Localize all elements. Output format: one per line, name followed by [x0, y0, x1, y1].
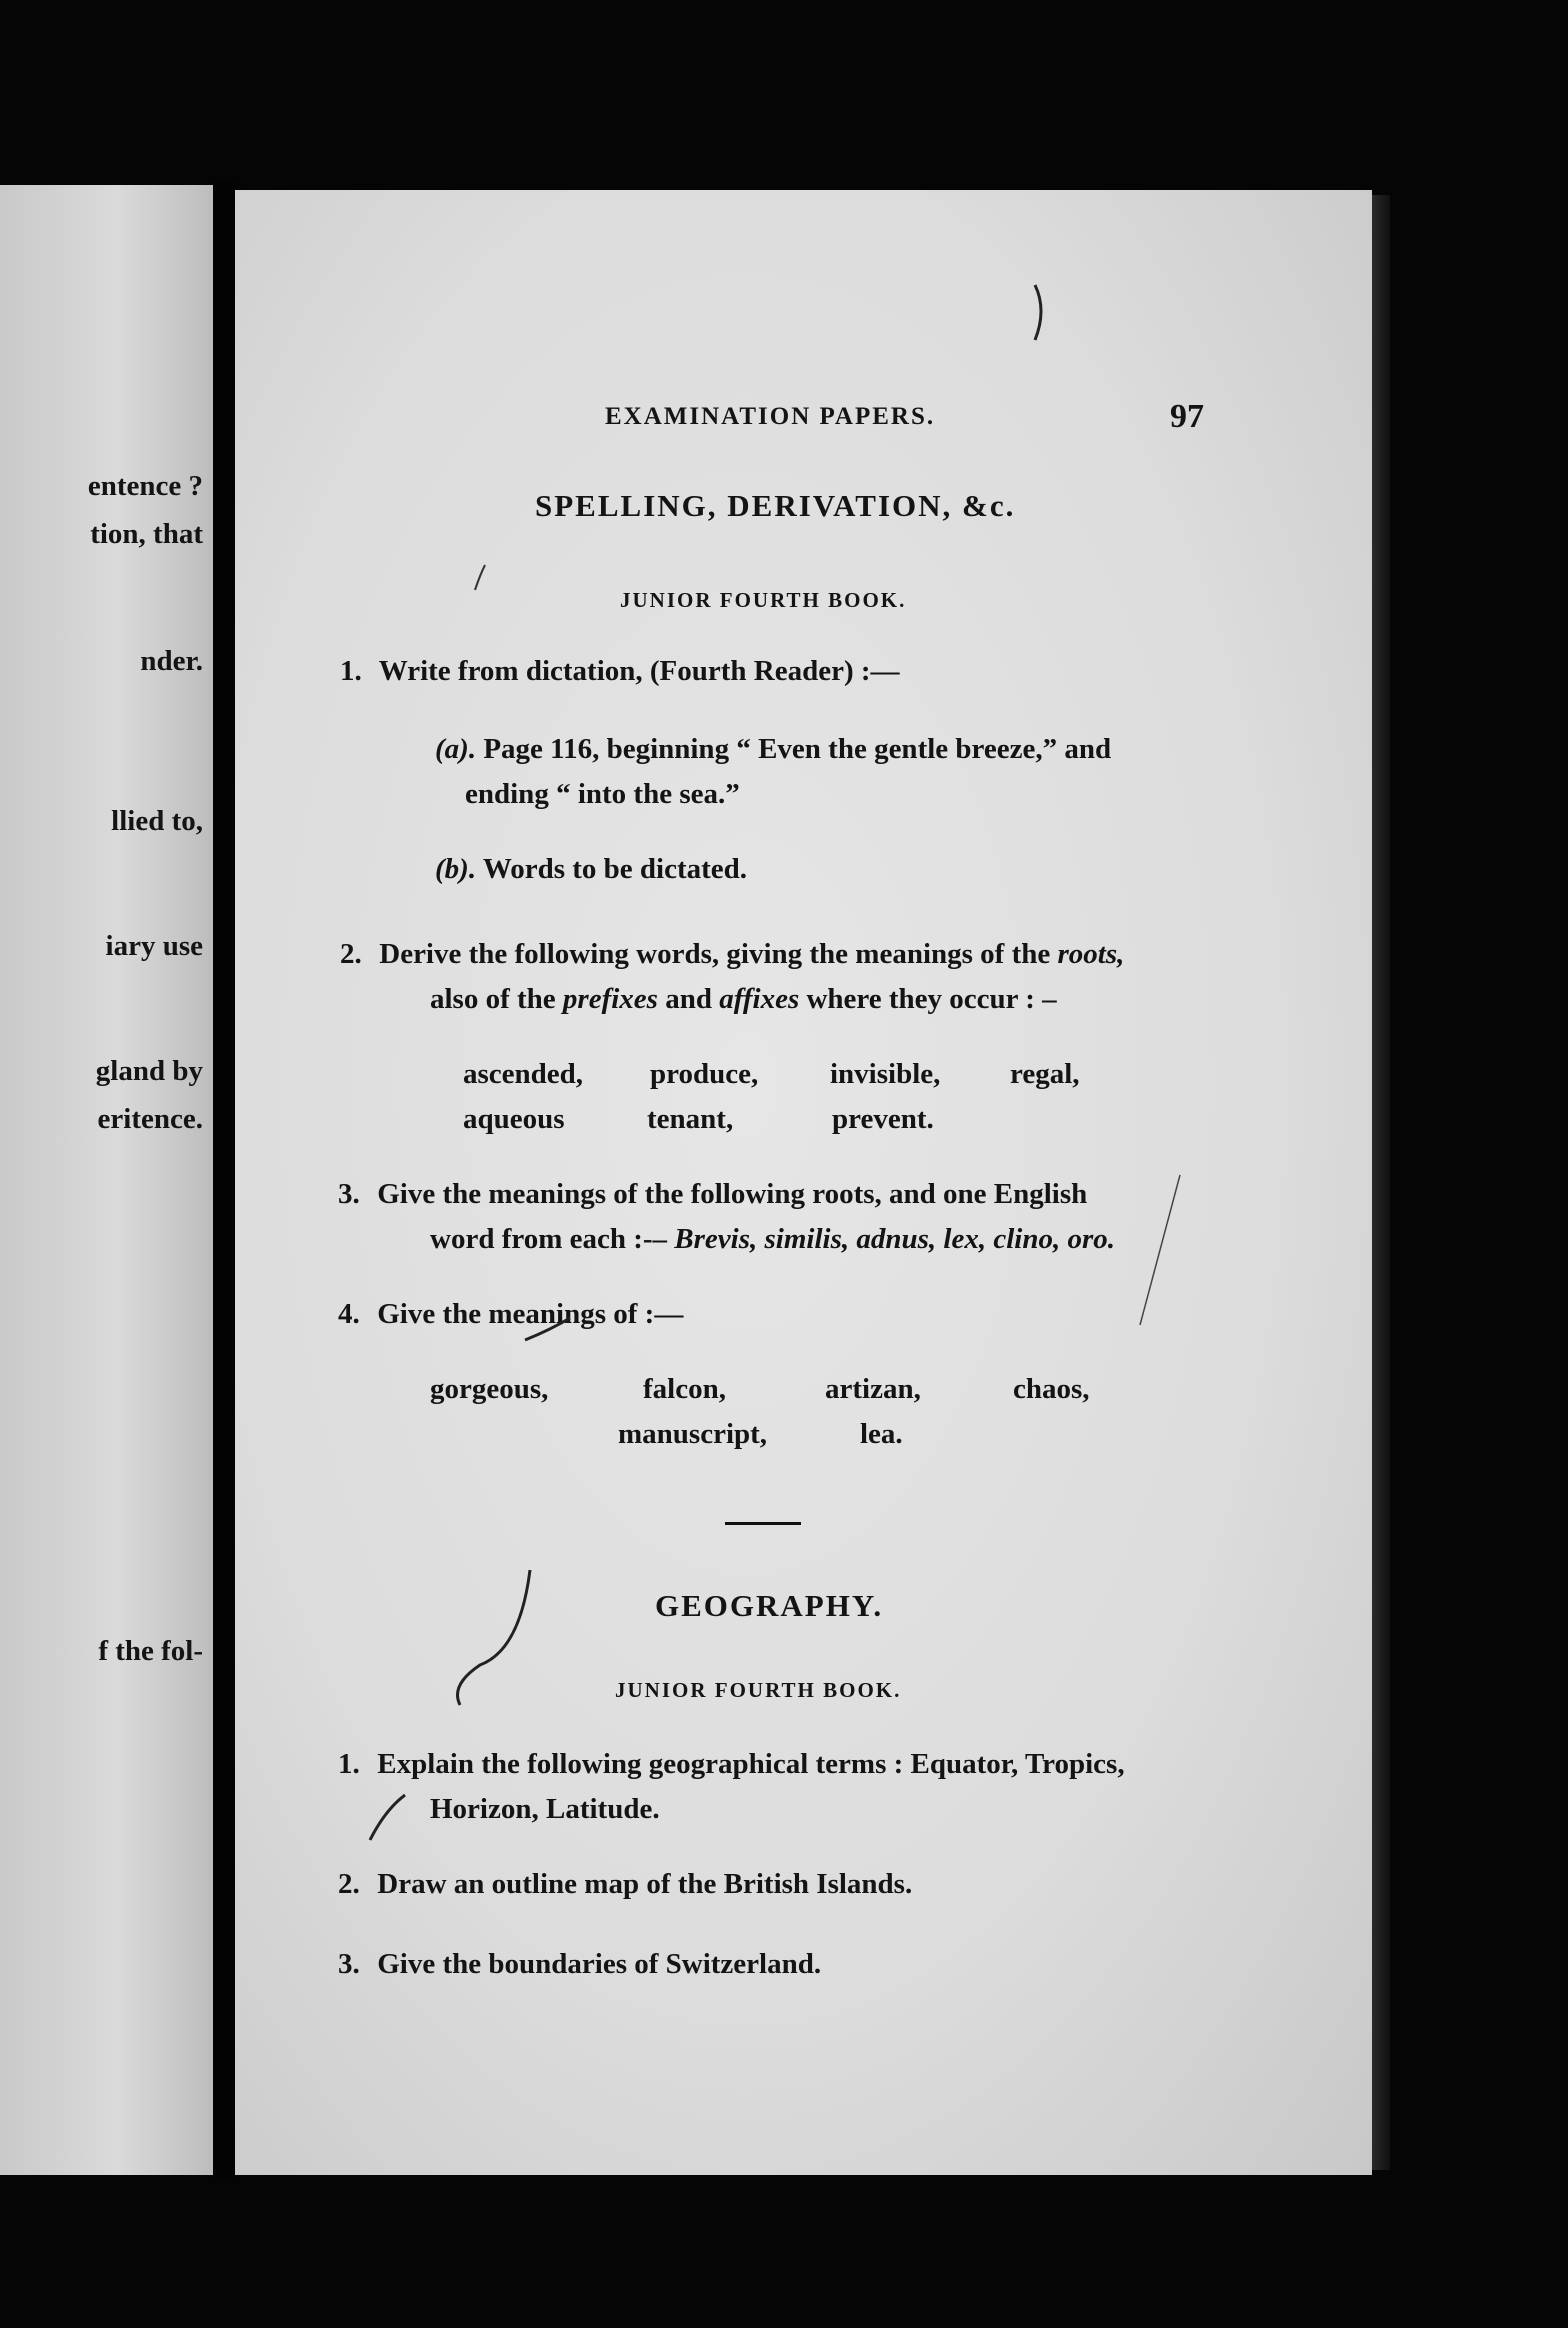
facing-line: f the fol-: [98, 1635, 203, 1667]
book-gutter: [213, 180, 235, 2180]
question-2: 2. Derive the following words, giving the meanings of the roots,: [340, 938, 1125, 970]
question-2-cont: also of the prefixes and affixes where they occur : –: [430, 983, 1057, 1015]
word-item: tenant,: [647, 1103, 734, 1135]
word-item: invisible,: [830, 1058, 941, 1090]
geography-question-1: 1. Explain the following geographical terms : Equator, Tropics,: [338, 1748, 1125, 1780]
facing-line: entence ?: [87, 470, 203, 502]
page-edge: [1372, 195, 1390, 2170]
word-item: prevent.: [832, 1103, 934, 1135]
question-1a-cont: ending “ into the sea.”: [465, 778, 740, 810]
geography-question-1-cont: Horizon, Latitude.: [430, 1793, 660, 1825]
word-item: regal,: [1010, 1058, 1080, 1090]
question-3: 3. Give the meanings of the following roots, and one English: [338, 1178, 1088, 1210]
section-subtitle-spelling: JUNIOR FOURTH BOOK.: [620, 588, 907, 612]
word-item: falcon,: [643, 1373, 726, 1405]
word-item: gorgeous,: [430, 1373, 549, 1405]
question-1: 1. Write from dictation, (Fourth Reader) :—: [340, 655, 900, 687]
facing-line: nder.: [140, 645, 203, 677]
section-subtitle-geography: JUNIOR FOURTH BOOK.: [615, 1678, 902, 1702]
geography-question-3: 3. Give the boundaries of Switzerland.: [338, 1948, 822, 1980]
word-item: manuscript,: [618, 1418, 768, 1450]
section-title-geography: GEOGRAPHY.: [655, 1588, 884, 1623]
question-1b: (b). Words to be dictated.: [435, 853, 748, 885]
geography-question-2: 2. Draw an outline map of the British Islands.: [338, 1868, 913, 1900]
facing-line: iary use: [105, 930, 203, 962]
question-1a: (a). Page 116, beginning “ Even the gentle breeze,” and: [435, 733, 1112, 765]
word-item: ascended,: [463, 1058, 584, 1090]
word-item: lea.: [860, 1418, 903, 1450]
facing-page: [0, 185, 213, 2175]
word-item: chaos,: [1013, 1373, 1090, 1405]
book-page: [235, 190, 1372, 2175]
facing-line: llied to,: [111, 805, 203, 837]
facing-line: gland by: [95, 1055, 203, 1087]
pencil-marks: [235, 190, 1372, 2175]
question-4: 4. Give the meanings of :—: [338, 1298, 684, 1330]
facing-line: tion, that: [90, 518, 203, 550]
page-number: 97: [1170, 398, 1204, 435]
question-3-cont: word from each :-– Brevis, similis, adnus, lex, clino, oro.: [430, 1223, 1115, 1255]
word-item: produce,: [650, 1058, 759, 1090]
facing-line: eritence.: [97, 1103, 203, 1135]
word-item: aqueous: [463, 1103, 565, 1135]
running-head: EXAMINATION PAPERS.: [605, 403, 936, 430]
word-item: artizan,: [825, 1373, 921, 1405]
section-title-spelling: SPELLING, DERIVATION, &c.: [535, 488, 1016, 523]
